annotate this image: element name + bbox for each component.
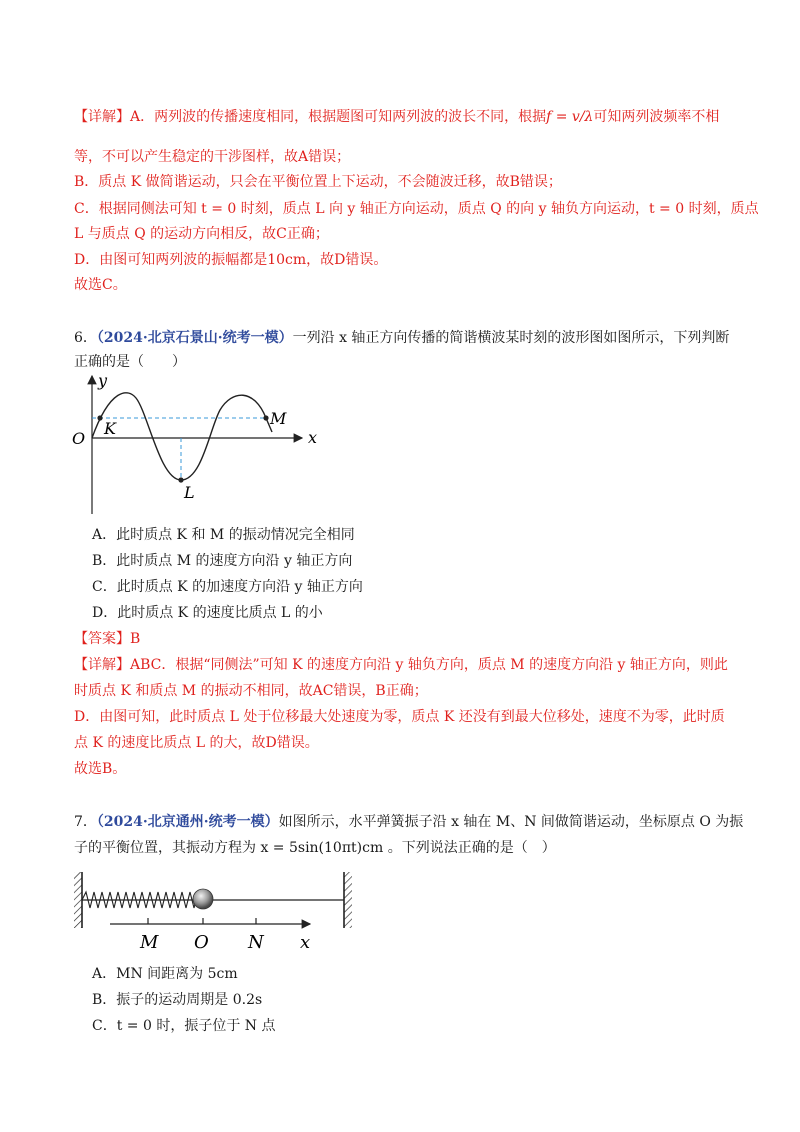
frequency-formula: f = v/λ (546, 109, 594, 125)
label-m: M (270, 409, 287, 428)
q6-explain-line2: 时质点 K 和质点 M 的振动不相同，故AC错误，B正确； (74, 683, 428, 699)
q7-option-a: A．MN 间距离为 5cm (92, 966, 238, 982)
q6-source: （2024·北京石景山·统考一模） (96, 330, 293, 346)
q7-stem-line2: 子的平衡位置，其振动方程为 x = 5sin(10πt)cm 。下列说法正确的是（ ） (74, 840, 556, 856)
q5-explain-line5: L 与质点 Q 的运动方向相反，故C正确； (74, 226, 329, 242)
right-wall-hatch (344, 872, 352, 928)
point-l (178, 477, 183, 482)
q6-explain-line1: 【详解】ABC．根据“同侧法”可知 K 的速度方向沿 y 轴负方向，质点 M 的速度方向沿 y 轴正方向，则此 (74, 657, 728, 673)
q5-explain-line6: D．由图可知两列波的振幅都是10cm，故D错误。 (74, 252, 388, 268)
q5-explain-line2: 等，不可以产生稳定的干涉图样，故A错误； (74, 149, 351, 165)
q6-stem-line2: 正确的是（ ） (74, 354, 186, 370)
q7-stem-line1: 7．（2024·北京通州·统考一模）如图所示，水平弹簧振子沿 x 轴在 M、N 间做简谐运动，坐标原点 O 为振 (74, 814, 744, 830)
label-origin: O (72, 429, 86, 448)
q6-explain-line5: 故选B。 (74, 761, 127, 777)
q6-wave-figure (70, 368, 330, 518)
label-x: x (308, 428, 318, 447)
left-wall-hatch (74, 872, 82, 928)
label-k: K (104, 419, 116, 438)
point-m (263, 415, 268, 420)
q5-explain-line1: 【详解】A．两列波的传播速度相同，根据题图可知两列波的波长不同，根据f = v/λ可知两列波频率不相 (74, 109, 720, 125)
oscillator-ball (193, 889, 213, 909)
q5-explain-line4: C．根据同侧法可知 t = 0 时刻，质点 L 向 y 轴正方向运动，质点 Q 的向 y 轴负方向运动，t = 0 时刻，质点 (74, 201, 759, 217)
q6-explain-line4: 点 K 的速度比质点 L 的大，故D错误。 (74, 735, 319, 751)
q6-option-d: D．此时质点 K 的速度比质点 L 的小 (92, 605, 323, 621)
label-l: L (184, 483, 195, 502)
label-m: M (140, 932, 159, 953)
label-o: O (194, 932, 209, 953)
q7-source: （2024·北京通州·统考一模） (96, 814, 279, 830)
q5-explain-line7: 故选C。 (74, 277, 127, 293)
q6-answer: 【答案】B (74, 631, 141, 647)
q6-stem-line1: 6．（2024·北京石景山·统考一模）一列沿 x 轴正方向传播的简谐横波某时刻的波形图如图所示，下列判断 (74, 330, 730, 346)
label-n: N (248, 932, 264, 953)
label-x: x (300, 932, 311, 953)
point-k (97, 415, 102, 420)
q6-option-c: C．此时质点 K 的加速度方向沿 y 轴正方向 (92, 579, 363, 595)
q6-option-b: B．此时质点 M 的速度方向沿 y 轴正方向 (92, 553, 353, 569)
q7-option-c: C．t = 0 时，振子位于 N 点 (92, 1018, 276, 1034)
q6-explain-line3: D．由图可知，此时质点 L 处于位移最大处速度为零，质点 K 还没有到最大位移处，速度不为零，此时质 (74, 709, 725, 725)
q7-option-b: B．振子的运动周期是 0.2s (92, 992, 263, 1008)
q5-explain-line3: B．质点 K 做简谐运动，只会在平衡位置上下运动，不会随波迁移，故B错误； (74, 174, 562, 190)
q7-number: 7． (74, 814, 97, 830)
wave-curve (92, 393, 272, 480)
q6-number: 6． (74, 330, 97, 346)
q7-spring-figure (70, 868, 360, 954)
label-y: y (98, 371, 108, 390)
q6-option-a: A．此时质点 K 和 M 的振动情况完全相同 (92, 527, 355, 543)
